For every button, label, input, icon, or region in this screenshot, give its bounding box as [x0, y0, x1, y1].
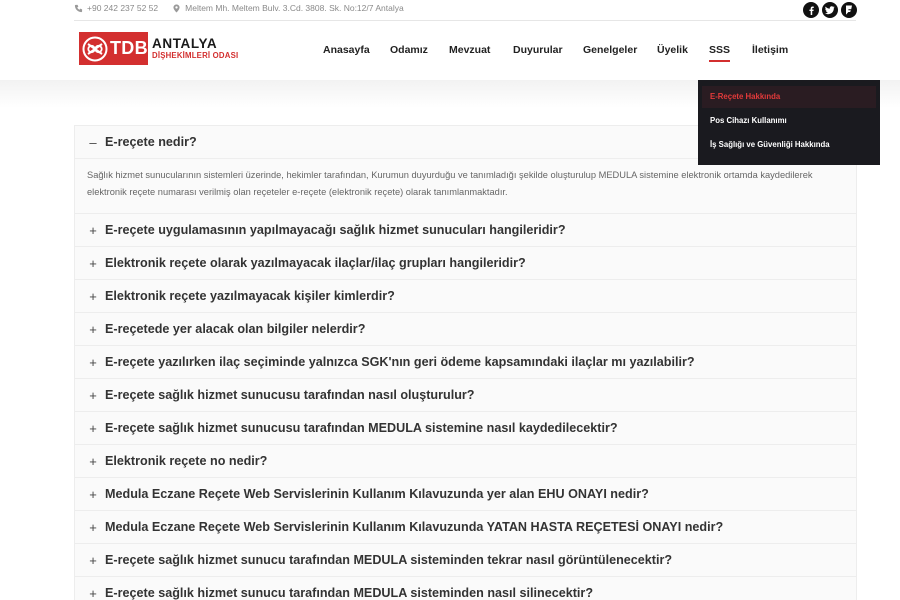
faq-accordion [74, 125, 857, 600]
main-nav [0, 44, 900, 61]
faq-item [74, 346, 857, 379]
faq-question: Elektronik reçete olarak yazılmayacak ilaçlar/ilaç grupları hangileridir? [105, 256, 526, 270]
faq-question: Medula Eczane Reçete Web Servislerinin Kullanım Kılavuzunda YATAN HASTA REÇETESİ ONAYI nedir? [105, 520, 724, 534]
faq-answer: Sağlık hizmet sunucularının sistemleri üzerinde, hekimler tarafından, Kurumun duyurduğu ve tanımladığı şekilde oluşturulup MEDULA sistemine elektronik ortamda kaydedilerek elektronik reçete numarası verilmiş olan reçeteler e-reçete (elektronik reçete) olarak tanımlanmaktadır. [75, 158, 856, 213]
faq-question-header[interactable] [75, 379, 856, 411]
faq-item [74, 544, 857, 577]
expand-icon: + [89, 255, 97, 271]
sss-dropdown-menu [698, 80, 880, 165]
top-bar [0, 0, 900, 20]
expand-icon: + [89, 519, 97, 535]
facebook-icon[interactable] [803, 2, 819, 18]
faq-item [74, 379, 857, 412]
faq-question: E-reçete sağlık hizmet sunucusu tarafından nasıl oluşturulur? [105, 388, 475, 402]
dropdown-item-pos-cihazi[interactable]: Pos Cihazı Kullanımı [710, 116, 787, 125]
faq-question-header[interactable] [75, 478, 856, 510]
collapse-icon: – [89, 134, 97, 150]
faq-question: E-reçetede yer alacak olan bilgiler nelerdir? [105, 322, 366, 336]
faq-question: Elektronik reçete no nedir? [105, 454, 268, 468]
phone-icon [74, 4, 83, 13]
faq-question: E-reçete sağlık hizmet sunucu tarafından MEDULA sisteminden tekrar nasıl görüntülenecektir? [105, 553, 673, 567]
expand-icon: + [89, 453, 97, 469]
faq-question: E-reçete sağlık hizmet sunucusu tarafından MEDULA sistemine nasıl kaydedilecektir? [105, 421, 618, 435]
nav-item-uyelik[interactable]: Üyelik [657, 44, 688, 56]
faq-item [74, 478, 857, 511]
faq-question-header[interactable] [75, 445, 856, 477]
twitter-icon[interactable] [822, 2, 838, 18]
faq-item [74, 412, 857, 445]
faq-question-header[interactable] [75, 214, 856, 246]
faq-question: E-reçete nedir? [105, 135, 197, 149]
logo-line-1: ANTALYA [152, 35, 218, 51]
faq-item [74, 577, 857, 600]
expand-icon: + [89, 222, 97, 238]
expand-icon: + [89, 420, 97, 436]
faq-item [74, 214, 857, 247]
faq-question-header[interactable] [75, 280, 856, 312]
expand-icon: + [89, 585, 97, 600]
logo-tdb-text: TDB [110, 38, 148, 58]
faq-question: Medula Eczane Reçete Web Servislerinin Kullanım Kılavuzunda yer alan EHU ONAYI nedir? [105, 487, 649, 501]
address [172, 3, 404, 13]
faq-question-header[interactable] [75, 544, 856, 576]
faq-question-header[interactable] [75, 511, 856, 543]
expand-icon: + [89, 552, 97, 568]
expand-icon: + [89, 354, 97, 370]
nav-item-iletisim[interactable]: İletişim [752, 44, 789, 56]
location-pin-icon [172, 4, 181, 13]
faq-question: E-reçete yazılırken ilaç seçiminde yalnızca SGK'nın geri ödeme kapsamındaki ilaçlar mı yazılabilir? [105, 355, 695, 369]
expand-icon: + [89, 288, 97, 304]
faq-item [74, 313, 857, 346]
logo-line-2: DİŞHEKİMLERİ ODASI [152, 51, 239, 61]
faq-question-header[interactable] [75, 412, 856, 444]
faq-question: Elektronik reçete yazılmayacak kişiler kimlerdir? [105, 289, 395, 303]
faq-list [74, 214, 857, 600]
nav-item-anasayfa[interactable]: Anasayfa [323, 44, 370, 56]
dropdown-item-e-recete[interactable]: E-Reçete Hakkında [702, 86, 876, 108]
faq-question-header[interactable] [75, 313, 856, 345]
phone-number[interactable]: +90 242 237 52 52 [87, 3, 159, 13]
foursquare-icon[interactable] [841, 2, 857, 18]
expand-icon: + [89, 486, 97, 502]
faq-item [74, 280, 857, 313]
faq-item [74, 247, 857, 280]
faq-item [74, 445, 857, 478]
nav-item-odamiz[interactable]: Odamız [390, 44, 428, 56]
expand-icon: + [89, 321, 97, 337]
top-divider [74, 20, 856, 21]
expand-icon: + [89, 387, 97, 403]
nav-item-duyurular[interactable]: Duyurular [513, 44, 563, 56]
faq-item [74, 511, 857, 544]
nav-item-mevzuat[interactable]: Mevzuat [449, 44, 491, 56]
faq-question-header[interactable] [75, 577, 856, 600]
nav-item-sss[interactable]: SSS [709, 44, 731, 56]
dropdown-item-is-sagligi[interactable]: İş Sağlığı ve Güvenliği Hakkında [710, 140, 830, 149]
social-links [803, 2, 857, 18]
faq-question-header[interactable] [75, 346, 856, 378]
contact-info [74, 3, 404, 13]
faq-question: E-reçete uygulamasının yapılmayacağı sağlık hizmet sunucuları hangileridir? [105, 223, 566, 237]
nav-item-genelgeler[interactable]: Genelgeler [583, 44, 638, 56]
faq-question: E-reçete sağlık hizmet sunucu tarafından MEDULA sisteminden nasıl silinecektir? [105, 586, 594, 600]
faq-question-header[interactable] [75, 247, 856, 279]
address-text: Meltem Mh. Meltem Bulv. 3.Cd. 3808. Sk. No:12/7 Antalya [185, 3, 404, 13]
